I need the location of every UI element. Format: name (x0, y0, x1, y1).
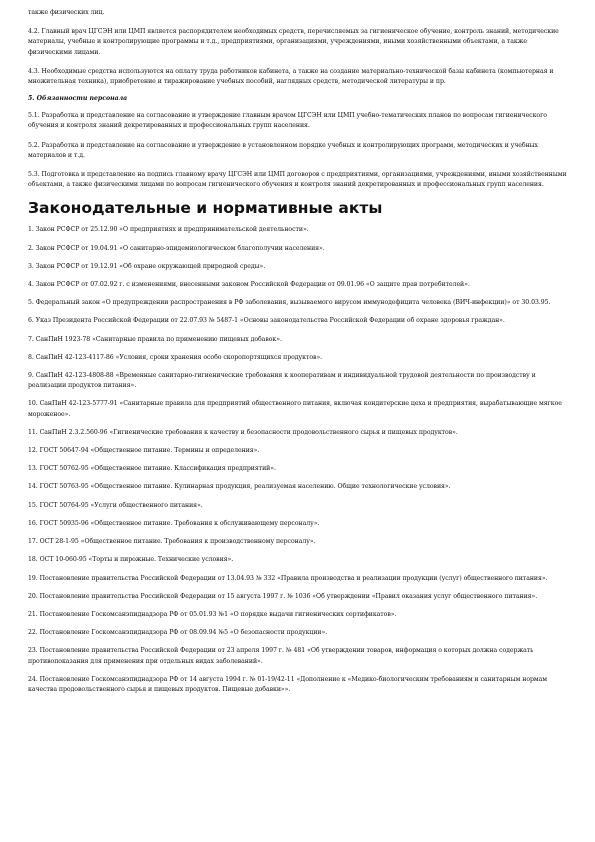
act-item-9: 9. СанПиН 42-123-4808-88 «Временные санитарно-гигиенические требования к кооперативам и индивидуальной трудовой деятельности по производству и реализации продуктов питания». (28, 372, 536, 390)
act-item-24: 24. Постановление Госкомсанэпиднадзора РФ от 14 августа 1994 г. № 01-19/42-11 «Дополнение к «Медико-биологическим требованиям и санитарным нормам качества продовольственного сырья и пищевых продуктов. Пищевые добавки»». (28, 675, 548, 693)
section-heading: Законодательные и нормативные акты (28, 199, 383, 218)
act-item-8: 8. СанПиН 42-123-4117-86 «Условия, сроки хранения особо скоропортящихся продуктов». (28, 353, 323, 361)
act-item-23: 23. Постановление правительства Российской Федерации от 23 апреля 1997 г. № 481 «Об утверждении товаров, информация о которых должна содержать противопоказания для применения при отдельных видах заболеваний». (28, 647, 534, 665)
intro-paragraph-0: также физических лиц. (28, 9, 105, 16)
document-page (28, 8, 568, 695)
act-item-11: 11. СанПиН 2.3.2.560-96 «Гигиенические требования к качеству и безопасности продовольственного сырья и пищевых продуктов». (28, 428, 458, 436)
act-item-7: 7. СанПиН 1923-78 «Санитарные правила по применению пищевых добавок». (28, 335, 282, 343)
act-item-16: 16. ГОСТ 50935-96 «Общественное питание. Требования к обслуживающему персоналу». (28, 519, 320, 527)
act-item-5: 5. Федеральный закон «О предупреждении распространения в РФ заболевания, вызываемого вирусом иммунодефицита человека (ВИЧ-инфекции)» от 30.03.95. (28, 299, 551, 307)
intro-paragraph-4-2: 4.2. Главный врач ЦГСЭН или ЦМП является распорядителем необходимых средств, перечисляемых за гигиеническое обучение, контроль знаний, методические материалы, учебные и контролирующие программы и т.д., предприятиями, организациями, учреждениями, иными хозяйственными объектами, а также физическими лицами. (28, 28, 559, 56)
act-item-20: 20. Постановление правительства Российской Федерации от 15 августа 1997 г. № 1036 «Об утверждении «Правил оказания услуг общественного питания». (28, 592, 538, 600)
act-item-17: 17. ОСТ 28-1-95 «Общественное питание. Требования к производственному персоналу». (28, 538, 316, 546)
act-item-19: 19. Постановление правительства Российской Федерации от 13.04.93 № 332 «Правила производства и реализации продукции (услуг) общественного питания». (28, 574, 548, 582)
acts-list (28, 225, 568, 695)
duty-paragraph-5-1: 5.1. Разработка и представление на согласование и утверждение главным врачом ЦГСЭН или ЦМП учебно-тематических планов по вопросам гигиенического обучения и контроля знаний декретированных и профессиональных групп населения. (28, 112, 547, 130)
act-item-6: 6. Указ Президента Российской Федерации от 22.07.93 № 5487-1 «Основы законодательства Российской Федерации об охране здоровья граждан». (28, 317, 505, 325)
act-item-2: 2. Закон РСФСР от 19.04.91 «О санитарно-эпидемиологическом благополучии населения». (28, 244, 325, 252)
act-item-13: 13. ГОСТ 50762-95 «Общественное питание. Классификация предприятий». (28, 465, 276, 473)
duty-paragraph-5-3: 5.3. Подготовка и представление на подпись главному врачу ЦГСЭН или ЦМП договоров с предприятиями, организациями, учреждениями, иными хозяйственными объектами, а также физическими лицами по вопросам гигиенического обучения и контроля знаний декретированных и профессиональных групп населения. (28, 171, 567, 189)
intro-paragraph-4-3: 4.3. Необходимые средства используются на оплату труда работников кабинета, а также на создание материально-технической базы кабинета (компьютерная и множительная техника), приобретение и тиражирование учебных пособий, наглядных средств, методической литературы и пр. (28, 67, 554, 86)
act-item-15: 15. ГОСТ 50764-95 «Услуги общественного питания». (28, 501, 203, 509)
act-item-4: 4. Закон РСФСР от 07.02.92 г. с изменениями, внесенными законом Российской Федерации от 09.01.96 «О защите прав потребителей». (28, 281, 470, 289)
act-item-22: 22. Постановление Госкомсанэпиднадзора РФ от 08.09.94 №5 «О безопасности продукции». (28, 629, 328, 637)
act-item-12: 12. ГОСТ 50647-94 «Общественное питание. Термины и определения». (28, 447, 260, 455)
act-item-21: 21. Постановление Госкомсанэпиднадзора РФ от 05.01.93 №1 «О порядке выдачи гигиенических сертификатов». (28, 610, 397, 618)
section-subhead: 5. Обязанности персонала (28, 95, 128, 103)
act-item-18: 18. ОСТ 10-060-95 «Торты и пирожные. Технические условия». (28, 556, 234, 564)
duty-paragraph-5-2: 5.2. Разработка и представление на согласование и утверждение в установленном порядке учебных и контролирующих программ, методических и учебных материалов и т.д. (28, 141, 538, 159)
act-item-14: 14. ГОСТ 50763-95 «Общественное питание. Кулинарная продукция, реализуемая населению. Общие технологические условия». (28, 483, 451, 491)
act-item-3: 3. Закон РСФСР от 19.12.91 «Об охране окружающей природной среды». (28, 262, 266, 270)
act-item-1: 1. Закон РСФСР от 25.12.90 «О предприятиях и предпринимательской деятельности». (28, 226, 309, 234)
act-item-10: 10. СанПиН 42-123-5777-91 «Санитарные правила для предприятий общественного питания, включая кондитерские цеха и предприятия, вырабатывающие мягкое мороженое». (28, 400, 562, 418)
